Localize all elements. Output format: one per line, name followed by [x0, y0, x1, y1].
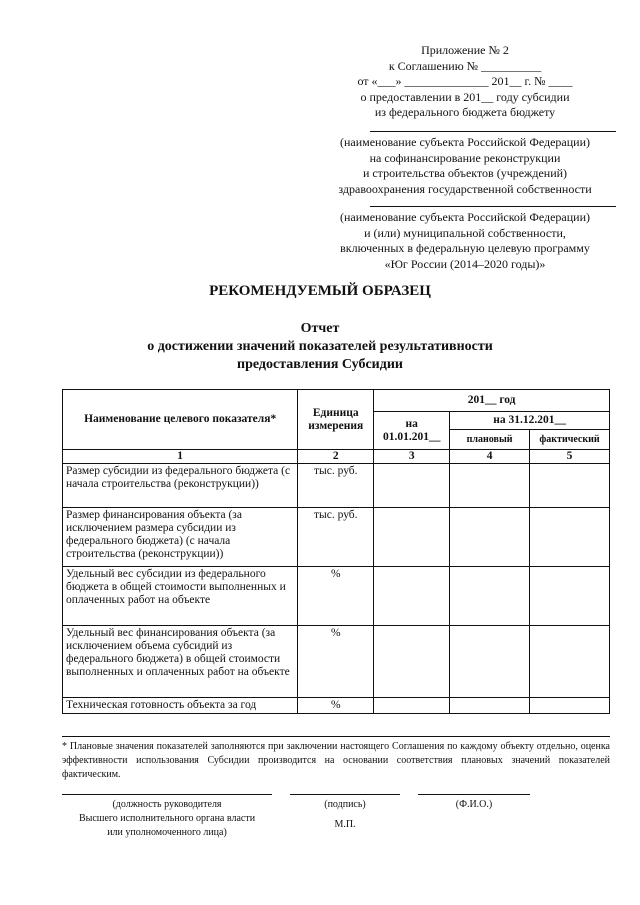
- position-line: [62, 794, 272, 795]
- report-subtitle-1: о достижении значений показателей результативности: [147, 339, 493, 354]
- indicator-unit: %: [298, 698, 374, 714]
- indicator-name: Удельный вес финансирования объекта (за исключением объема субсидий из федерального бюджета) в общей стоимости выполненных и оплаченных работ на объекте: [63, 626, 298, 698]
- annex-number: Приложение № 2: [421, 43, 509, 57]
- agreement-ref: к Соглашению № __________: [388, 58, 542, 73]
- subsidy-year: о предоставлении в 201__ году субсидии: [360, 89, 570, 104]
- indicators-table: [62, 389, 610, 714]
- signature-label: (подпись): [324, 799, 366, 810]
- indicator-unit: %: [298, 567, 374, 626]
- footnote: * Плановые значения показателей заполняются при заключении настоящего Соглашения по каждому объекту отдельно, оценка эффективности использования Субсидии производится на основании соответствия плановых значений показателей фактическим.: [62, 741, 610, 780]
- subject-caption-1: (наименование субъекта Российской Федерации): [339, 135, 591, 149]
- report-title: Отчет: [300, 321, 340, 336]
- table-row: [63, 508, 610, 567]
- value-planned[interactable]: [450, 567, 530, 626]
- value-planned[interactable]: [450, 508, 530, 567]
- value-start[interactable]: [374, 464, 450, 508]
- value-actual[interactable]: [530, 626, 610, 698]
- header-on-date-end: на 31.12.201__: [450, 412, 610, 430]
- subject-block-2-line-3: включенных в федеральную целевую программу: [340, 241, 590, 255]
- agreement-date: от «___» ______________ 201__ г. № ____: [357, 74, 573, 88]
- column-number: 3: [374, 450, 450, 464]
- table-row: [63, 698, 610, 714]
- indicator-unit: %: [298, 626, 374, 698]
- fio-line: [418, 794, 530, 795]
- table-row: [63, 626, 610, 698]
- footnote-separator: [62, 736, 610, 737]
- header-indicator-name: Наименование целевого показателя*: [63, 390, 298, 450]
- signature-line: [290, 794, 400, 795]
- indicator-name: Удельный вес субсидии из федерального бюджета в общей стоимости выполненных и оплаченных работ на объекте: [63, 567, 298, 626]
- subject-blank-line-1: [370, 131, 616, 132]
- subject-block-1-line-3: и строительства объектов (учреждений): [362, 166, 568, 180]
- indicator-name: Техническая готовность объекта за год: [63, 698, 298, 714]
- value-start[interactable]: [374, 698, 450, 714]
- value-start[interactable]: [374, 508, 450, 567]
- table-row: [63, 567, 610, 626]
- column-number: 4: [450, 450, 530, 464]
- value-actual[interactable]: [530, 567, 610, 626]
- signature-caption: [290, 798, 400, 832]
- stamp-label: М.П.: [334, 819, 356, 830]
- value-actual[interactable]: [530, 698, 610, 714]
- value-start[interactable]: [374, 567, 450, 626]
- subject-block-2-line-4: «Юг России (2014–2020 годы)»: [384, 256, 546, 271]
- position-caption: [62, 798, 272, 840]
- indicator-unit: тыс. руб.: [298, 464, 374, 508]
- fio-caption: (Ф.И.О.): [455, 799, 493, 810]
- subject-block-2: [300, 210, 630, 272]
- column-number: 5: [530, 450, 610, 464]
- indicator-name: Размер субсидии из федерального бюджета (с начала строительства (реконструкции)): [63, 464, 298, 508]
- header-actual: фактический: [530, 430, 610, 450]
- subject-block-1: [300, 135, 630, 197]
- report-subtitle-2: предоставления Субсидии: [237, 357, 403, 372]
- position-caption-line-1: (должность руководителя: [112, 799, 222, 810]
- value-planned[interactable]: [450, 698, 530, 714]
- header-on-date-start: на 01.01.201__: [374, 412, 450, 450]
- table-row: [63, 464, 610, 508]
- subject-block-1-line-4: здравоохранения государственной собственности: [338, 181, 592, 196]
- value-start[interactable]: [374, 626, 450, 698]
- value-planned[interactable]: [450, 464, 530, 508]
- value-actual[interactable]: [530, 464, 610, 508]
- header-year: 201__ год: [374, 390, 610, 412]
- position-caption-line-2: Высшего исполнительного органа власти: [78, 813, 256, 824]
- indicator-name: Размер финансирования объекта (за исключением размера субсидии из федерального бюджета) (с начала строительства (реконструкции)): [63, 508, 298, 567]
- value-actual[interactable]: [530, 508, 610, 567]
- position-caption-line-3: или уполномоченного лица): [107, 827, 227, 838]
- column-number: 2: [298, 450, 374, 464]
- subject-blank-line-2: [370, 206, 616, 207]
- subject-block-1-line-2: на софинансирование реконструкции: [369, 150, 561, 165]
- annex-header: [300, 43, 630, 121]
- header-planned: плановый: [450, 430, 530, 450]
- value-planned[interactable]: [450, 626, 530, 698]
- recommended-sample-heading: РЕКОМЕНДУЕМЫЙ ОБРАЗЕЦ: [209, 283, 431, 299]
- budget-line: из федерального бюджета бюджету: [374, 105, 556, 119]
- column-number: 1: [63, 450, 298, 464]
- column-numbers-row: [63, 450, 610, 464]
- header-unit: Единица измерения: [298, 390, 374, 450]
- indicator-unit: тыс. руб.: [298, 508, 374, 567]
- subject-caption-2: (наименование субъекта Российской Федерации): [339, 210, 591, 224]
- subject-block-2-line-2: и (или) муниципальной собственности,: [364, 225, 566, 240]
